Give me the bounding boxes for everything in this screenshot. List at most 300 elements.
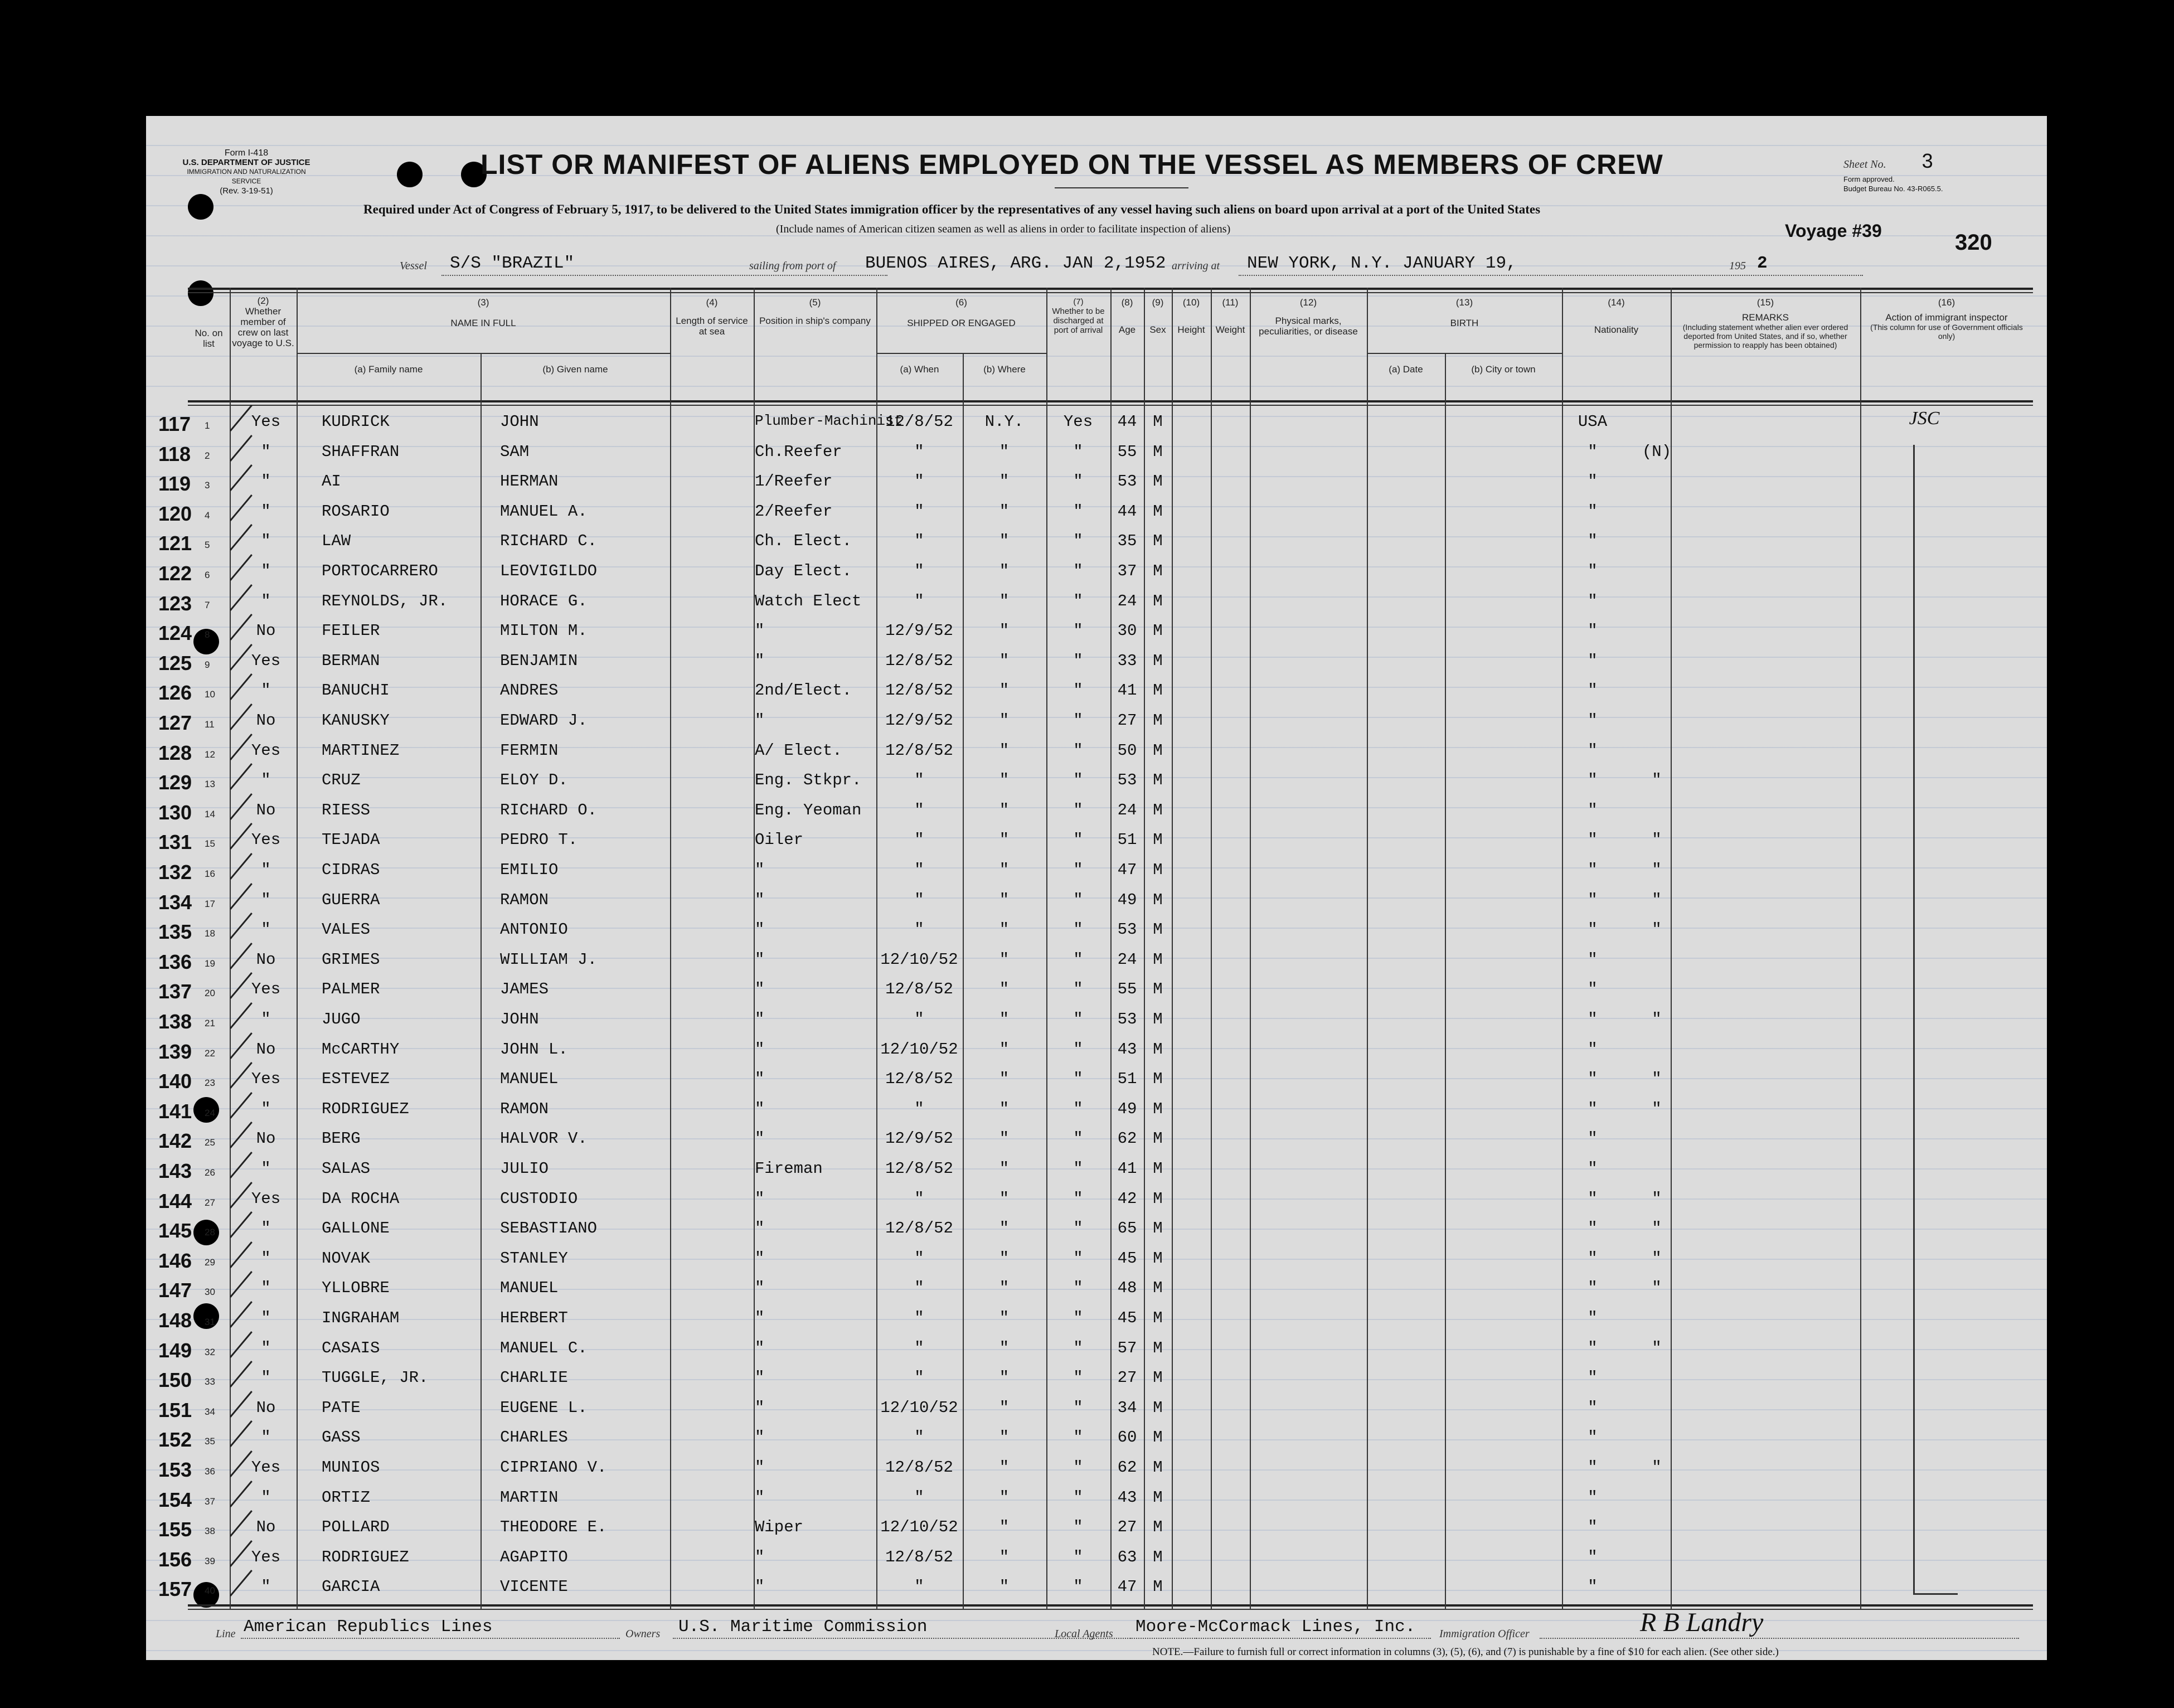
cell-line: 3 — [205, 480, 210, 491]
cell-disch: " — [1073, 562, 1083, 580]
cell-given: BENJAMIN — [500, 651, 578, 670]
header-inspector: (16) Action of immigrant inspector (This column for use of Government officials only) — [1870, 297, 2023, 341]
header-birth-date: (a) Date — [1389, 364, 1423, 375]
cell-line: 38 — [205, 1526, 215, 1537]
cell-last: No — [256, 1040, 276, 1059]
table-row — [146, 1573, 2047, 1603]
cell-last: No — [256, 950, 276, 969]
cell-family: BERMAN — [322, 651, 380, 670]
header-last-voyage: (2) Whether member of crew on last voyage to U.S. — [232, 295, 294, 348]
cell-given: ANTONIO — [500, 920, 568, 939]
cell-age: 62 — [1117, 1129, 1137, 1148]
cell-nat: " — [1588, 1578, 1598, 1597]
table-row — [146, 976, 2047, 1006]
cell-family: DA ROCHA — [322, 1189, 400, 1208]
revision: (Rev. 3-19-51) — [220, 186, 273, 196]
cell-nat: " — [1588, 1338, 1598, 1357]
cell-nat: " — [1588, 681, 1598, 700]
cell-no: 139 — [158, 1040, 192, 1063]
cell-given: MANUEL — [500, 1279, 559, 1298]
cell-when: " — [914, 1309, 924, 1327]
cell-no: 152 — [158, 1428, 192, 1452]
cell-nat: " — [1588, 562, 1598, 580]
cell-where: " — [999, 741, 1010, 760]
cell-age: 30 — [1117, 622, 1137, 640]
cell-nat: " — [1588, 502, 1598, 521]
cell-where: " — [999, 442, 1010, 461]
line-label: Line — [216, 1628, 236, 1640]
cell-position: " — [755, 1279, 765, 1298]
cell-sex: M — [1153, 622, 1163, 640]
cell-line: 7 — [205, 599, 210, 610]
cell-last: " — [261, 771, 271, 790]
cell-nat: " — [1588, 1219, 1598, 1238]
cell-sex: M — [1153, 502, 1163, 521]
cell-when: " — [914, 532, 924, 551]
cell-rem: " — [1652, 861, 1662, 879]
punch-hole — [397, 162, 423, 187]
table-row — [146, 1245, 2047, 1275]
table-row — [146, 588, 2047, 618]
cell-nat: " — [1588, 1159, 1598, 1178]
cell-family: SHAFFRAN — [322, 442, 400, 461]
header-family: (a) Family name — [354, 364, 423, 375]
inspector-bracket-end — [1913, 1593, 1958, 1595]
cell-family: POLLARD — [322, 1518, 390, 1537]
table-row — [146, 468, 2047, 498]
cell-no: 117 — [158, 413, 191, 435]
table-row — [146, 1484, 2047, 1514]
cell-when: " — [914, 1578, 924, 1597]
header-age: (8) Age — [1118, 297, 1136, 335]
cell-age: 44 — [1117, 502, 1137, 521]
cell-line: 35 — [205, 1436, 215, 1447]
cell-no: 148 — [158, 1309, 192, 1332]
sheet-block — [1843, 149, 1933, 173]
header-height: (10) Height — [1177, 297, 1205, 335]
cell-where: " — [999, 1159, 1010, 1178]
cell-nat: " — [1588, 890, 1598, 909]
cell-no: 137 — [158, 980, 192, 1003]
cell-given: RAMON — [500, 890, 549, 909]
cell-position: Wiper — [755, 1518, 804, 1537]
cell-age: 50 — [1117, 741, 1137, 760]
cell-family: McCARTHY — [322, 1040, 400, 1059]
cell-last: " — [261, 1309, 271, 1327]
table-row — [146, 647, 2047, 677]
cell-when: " — [914, 861, 924, 879]
cell-nat: " — [1588, 1547, 1598, 1566]
cell-last: " — [261, 532, 271, 551]
cell-when: " — [914, 562, 924, 580]
cell-sex: M — [1153, 1578, 1163, 1597]
cell-disch: " — [1073, 800, 1083, 819]
cell-where: " — [999, 861, 1010, 879]
cell-where: " — [999, 1369, 1010, 1387]
cell-position: " — [755, 1070, 765, 1089]
cell-rem: " — [1652, 1099, 1662, 1118]
header-birth-city: (b) City or town — [1471, 364, 1536, 375]
cell-sex: M — [1153, 1458, 1163, 1477]
cell-sex: M — [1153, 591, 1163, 610]
cell-family: KUDRICK — [322, 413, 390, 431]
cell-sex: M — [1153, 831, 1163, 850]
line-value: American Republics Lines — [244, 1617, 493, 1637]
cell-nat: " — [1588, 442, 1598, 461]
cell-no: 119 — [158, 472, 191, 496]
cell-age: 33 — [1117, 651, 1137, 670]
cell-line: 28 — [205, 1227, 215, 1238]
cell-age: 62 — [1117, 1458, 1137, 1477]
table-row — [146, 1335, 2047, 1365]
cell-given: ANDRES — [500, 681, 559, 700]
cell-sex: M — [1153, 1428, 1163, 1447]
cell-family: BERG — [322, 1129, 361, 1148]
cell-when: 12/10/52 — [880, 950, 958, 969]
cell-no: 150 — [158, 1369, 192, 1392]
birth-subrule — [1367, 353, 1562, 354]
cell-where: " — [999, 532, 1010, 551]
cell-last: " — [261, 681, 271, 700]
cell-nat: " — [1588, 1189, 1598, 1208]
cell-disch: " — [1073, 1547, 1083, 1566]
cell-sex: M — [1153, 711, 1163, 730]
cell-disch: " — [1073, 472, 1083, 491]
cell-where: " — [999, 1338, 1010, 1357]
cell-family: CASAIS — [322, 1338, 380, 1357]
cell-sex: M — [1153, 1040, 1163, 1059]
cell-family: ORTIZ — [322, 1488, 371, 1507]
cell-sex: M — [1153, 800, 1163, 819]
cell-rem: " — [1652, 1458, 1662, 1477]
cell-line: 13 — [205, 779, 215, 790]
table-row — [146, 498, 2047, 528]
cell-family: ESTEVEZ — [322, 1070, 390, 1089]
cell-no: 135 — [158, 920, 192, 944]
cell-line: 4 — [205, 510, 210, 521]
cell-last: " — [261, 861, 271, 879]
cell-nat: " — [1588, 800, 1598, 819]
cell-family: GUERRA — [322, 890, 380, 909]
cell-when: 12/8/52 — [885, 413, 953, 431]
cell-disch: " — [1073, 1189, 1083, 1208]
cell-when: 12/8/52 — [885, 1547, 953, 1566]
cell-last: Yes — [251, 1189, 281, 1208]
cell-no: 126 — [158, 681, 192, 705]
cell-disch: " — [1073, 622, 1083, 640]
cell-position: " — [755, 920, 765, 939]
cell-when: " — [914, 1189, 924, 1208]
cell-nat: " — [1588, 591, 1598, 610]
cell-when: 12/9/52 — [885, 1129, 953, 1148]
table-row — [146, 677, 2047, 707]
cell-nat: " — [1588, 861, 1598, 879]
cell-family: RODRIGUEZ — [322, 1547, 409, 1566]
cell-when: 12/9/52 — [885, 711, 953, 730]
cell-rem: " — [1652, 771, 1662, 790]
cell-sex: M — [1153, 1518, 1163, 1537]
cell-age: 55 — [1117, 980, 1137, 999]
cell-rem: " — [1652, 920, 1662, 939]
cell-last: No — [256, 711, 276, 730]
cell-last: " — [261, 1159, 271, 1178]
cell-line: 34 — [205, 1406, 215, 1417]
cell-when: " — [914, 472, 924, 491]
cell-where: " — [999, 1070, 1010, 1089]
cell-nat: " — [1588, 1070, 1598, 1089]
cell-family: RIESS — [322, 800, 371, 819]
cell-where: " — [999, 1578, 1010, 1597]
cell-line: 8 — [205, 629, 210, 640]
cell-family: TUGGLE, JR. — [322, 1369, 429, 1387]
cell-when: 12/8/52 — [885, 741, 953, 760]
form-number: Form I-418 — [224, 148, 269, 158]
cell-when: " — [914, 1249, 924, 1268]
cell-where: " — [999, 681, 1010, 700]
vessel-name: S/S "BRAZIL" — [450, 254, 575, 273]
header-given: (b) Given name — [542, 364, 608, 375]
cell-disch: " — [1073, 741, 1083, 760]
cell-last: No — [256, 622, 276, 640]
cell-position: 2nd/Elect. — [755, 681, 852, 700]
cell-nat: " — [1588, 711, 1598, 730]
cell-nat: " — [1588, 472, 1598, 491]
cell-where: " — [999, 622, 1010, 640]
cell-disch: " — [1073, 1040, 1083, 1059]
cell-where: " — [999, 1488, 1010, 1507]
cell-rem: " — [1652, 1249, 1662, 1268]
table-row — [146, 1185, 2047, 1215]
cell-disch: " — [1073, 532, 1083, 551]
cell-position: " — [755, 980, 765, 999]
officer-signature: R B Landry — [1640, 1608, 1764, 1637]
cell-no: 155 — [158, 1518, 192, 1541]
cell-when: 12/8/52 — [885, 651, 953, 670]
cell-position: " — [755, 1578, 765, 1597]
cell-sex: M — [1153, 1488, 1163, 1507]
cell-disch: " — [1073, 1129, 1083, 1148]
cell-line: 26 — [205, 1167, 215, 1178]
cell-given: CUSTODIO — [500, 1189, 578, 1208]
cell-disch: " — [1073, 1099, 1083, 1118]
cell-given: EMILIO — [500, 861, 559, 879]
cell-last: " — [261, 591, 271, 610]
cell-given: JAMES — [500, 980, 549, 999]
cell-sex: M — [1153, 442, 1163, 461]
cell-given: MANUEL A. — [500, 502, 588, 521]
punch-hole — [188, 194, 213, 220]
owners-value: U.S. Maritime Commission — [678, 1617, 928, 1637]
table-row — [146, 408, 2047, 438]
cell-sex: M — [1153, 1338, 1163, 1357]
cell-no: 157 — [158, 1578, 192, 1601]
cell-no: 142 — [158, 1129, 192, 1153]
cell-given: RAMON — [500, 1099, 549, 1118]
table-row — [146, 617, 2047, 647]
cell-last: " — [261, 1488, 271, 1507]
cell-no: 138 — [158, 1010, 192, 1033]
cell-sex: M — [1153, 562, 1163, 580]
cell-given: RICHARD O. — [500, 800, 598, 819]
cell-no: 120 — [158, 502, 192, 525]
cell-line: 25 — [205, 1137, 215, 1148]
cell-last: No — [256, 1398, 276, 1417]
cell-sex: M — [1153, 1219, 1163, 1238]
cell-last: " — [261, 1099, 271, 1118]
cell-age: 65 — [1117, 1219, 1137, 1238]
cell-when: " — [914, 591, 924, 610]
cell-where: " — [999, 920, 1010, 939]
cell-nat: " — [1588, 1279, 1598, 1298]
cell-where: " — [999, 1189, 1010, 1208]
cell-disch: " — [1073, 771, 1083, 790]
cell-no: 149 — [158, 1338, 192, 1362]
cell-family: REYNOLDS, JR. — [322, 591, 448, 610]
cell-last: Yes — [251, 831, 281, 850]
cell-when: " — [914, 1488, 924, 1507]
cell-line: 37 — [205, 1496, 215, 1507]
cell-rem: " — [1652, 1219, 1662, 1238]
cell-last: Yes — [251, 1547, 281, 1566]
owners-label: Owners — [625, 1628, 661, 1640]
cell-last: Yes — [251, 651, 281, 670]
cell-when: 12/8/52 — [885, 1159, 953, 1178]
cell-given: JOHN L. — [500, 1040, 568, 1059]
header-physical: (12) Physical marks, peculiarities, or disease — [1259, 297, 1358, 337]
cell-line: 11 — [205, 719, 215, 730]
cell-no: 145 — [158, 1219, 192, 1243]
cell-given: EUGENE L. — [500, 1398, 588, 1417]
officer-label: Immigration Officer — [1439, 1628, 1530, 1640]
vessel-label: Vessel — [400, 260, 427, 272]
cell-nat: " — [1588, 1040, 1598, 1059]
table-row — [146, 766, 2047, 797]
cell-no: 127 — [158, 711, 192, 734]
table-row — [146, 1155, 2047, 1185]
cell-age: 53 — [1117, 1010, 1137, 1028]
cell-family: FEILER — [322, 622, 380, 640]
cell-age: 24 — [1117, 950, 1137, 969]
table-row — [146, 1125, 2047, 1155]
cell-disch: " — [1073, 1428, 1083, 1447]
cell-when: " — [914, 1099, 924, 1118]
cell-where: " — [999, 591, 1010, 610]
cell-given: WILLIAM J. — [500, 950, 598, 969]
cell-where: " — [999, 651, 1010, 670]
cell-age: 47 — [1117, 861, 1137, 879]
cell-disch: " — [1073, 1219, 1083, 1238]
cell-given: JOHN — [500, 1010, 539, 1028]
cell-where: " — [999, 1547, 1010, 1566]
cell-line: 32 — [205, 1346, 215, 1357]
cell-nat: " — [1588, 532, 1598, 551]
cell-position: " — [755, 1547, 765, 1566]
cell-line: 9 — [205, 659, 210, 670]
cell-line: 36 — [205, 1466, 215, 1477]
cell-disch: " — [1073, 1518, 1083, 1537]
cell-age: 44 — [1117, 413, 1137, 431]
cell-age: 37 — [1117, 562, 1137, 580]
cell-sex: M — [1153, 890, 1163, 909]
header-nationality: (14) Nationality — [1594, 297, 1639, 335]
cell-given: SEBASTIANO — [500, 1219, 598, 1238]
header-sex: (9) Sex — [1149, 297, 1166, 335]
cell-family: GRIMES — [322, 950, 380, 969]
cell-last: " — [261, 1010, 271, 1028]
cell-no: 130 — [158, 800, 192, 824]
cell-last: " — [261, 1249, 271, 1268]
department: U.S. DEPARTMENT OF JUSTICE — [182, 158, 310, 167]
cell-age: 27 — [1117, 1369, 1137, 1387]
cell-where: " — [999, 1129, 1010, 1148]
cell-nat: " — [1588, 1369, 1598, 1387]
cell-given: MANUEL — [500, 1070, 559, 1089]
cell-nat: " — [1588, 622, 1598, 640]
cell-sex: M — [1153, 532, 1163, 551]
cell-last: " — [261, 1338, 271, 1357]
table-row — [146, 916, 2047, 946]
cell-last: Yes — [251, 741, 281, 760]
cell-line: 40 — [205, 1585, 215, 1597]
cell-line: 2 — [205, 450, 210, 461]
table-row — [146, 826, 2047, 856]
cell-given: HERMAN — [500, 472, 559, 491]
cell-line: 24 — [205, 1107, 215, 1118]
cell-family: CRUZ — [322, 771, 361, 790]
cell-position: " — [755, 1458, 765, 1477]
cell-insp: JSC — [1909, 408, 1940, 429]
cell-where: " — [999, 1249, 1010, 1268]
cell-position: " — [755, 1369, 765, 1387]
cell-sex: M — [1153, 1010, 1163, 1028]
cell-sex: M — [1153, 950, 1163, 969]
cell-last: " — [261, 1219, 271, 1238]
title-underline — [1055, 187, 1188, 188]
cell-sex: M — [1153, 413, 1163, 431]
cell-given: RICHARD C. — [500, 532, 598, 551]
cell-line: 21 — [205, 1018, 215, 1028]
cell-no: 131 — [158, 831, 192, 854]
cell-age: 63 — [1117, 1547, 1137, 1566]
cell-last: Yes — [251, 413, 281, 431]
cell-disch: " — [1073, 890, 1083, 909]
cell-given: JULIO — [500, 1159, 549, 1178]
agents-value: Moore-McCormack Lines, Inc. — [1135, 1617, 1416, 1637]
cell-family: SALAS — [322, 1159, 371, 1178]
cell-age: 53 — [1117, 920, 1137, 939]
punch-hole — [193, 1666, 219, 1691]
cell-when: 12/10/52 — [880, 1040, 958, 1059]
cell-where: " — [999, 1309, 1010, 1327]
cell-sex: M — [1153, 920, 1163, 939]
cell-where: " — [999, 1458, 1010, 1477]
header-length: (4) Length of service at sea — [676, 297, 748, 337]
sailing-port: BUENOS AIRES, ARG. JAN 2,1952 — [865, 254, 1166, 273]
cell-position: " — [755, 1428, 765, 1447]
cell-no: 134 — [158, 890, 192, 914]
cell-sex: M — [1153, 1249, 1163, 1268]
cell-age: 43 — [1117, 1488, 1137, 1507]
cell-family: ROSARIO — [322, 502, 390, 521]
sheet-number: 3 — [1921, 149, 1933, 172]
cell-nat: " — [1588, 831, 1598, 850]
cell-disch: " — [1073, 1279, 1083, 1298]
cell-given: THEODORE E. — [500, 1518, 607, 1537]
cell-disch: Yes — [1063, 413, 1093, 431]
table-row — [146, 557, 2047, 588]
header-name: (3) NAME IN FULL — [450, 297, 516, 328]
cell-position: " — [755, 622, 765, 640]
